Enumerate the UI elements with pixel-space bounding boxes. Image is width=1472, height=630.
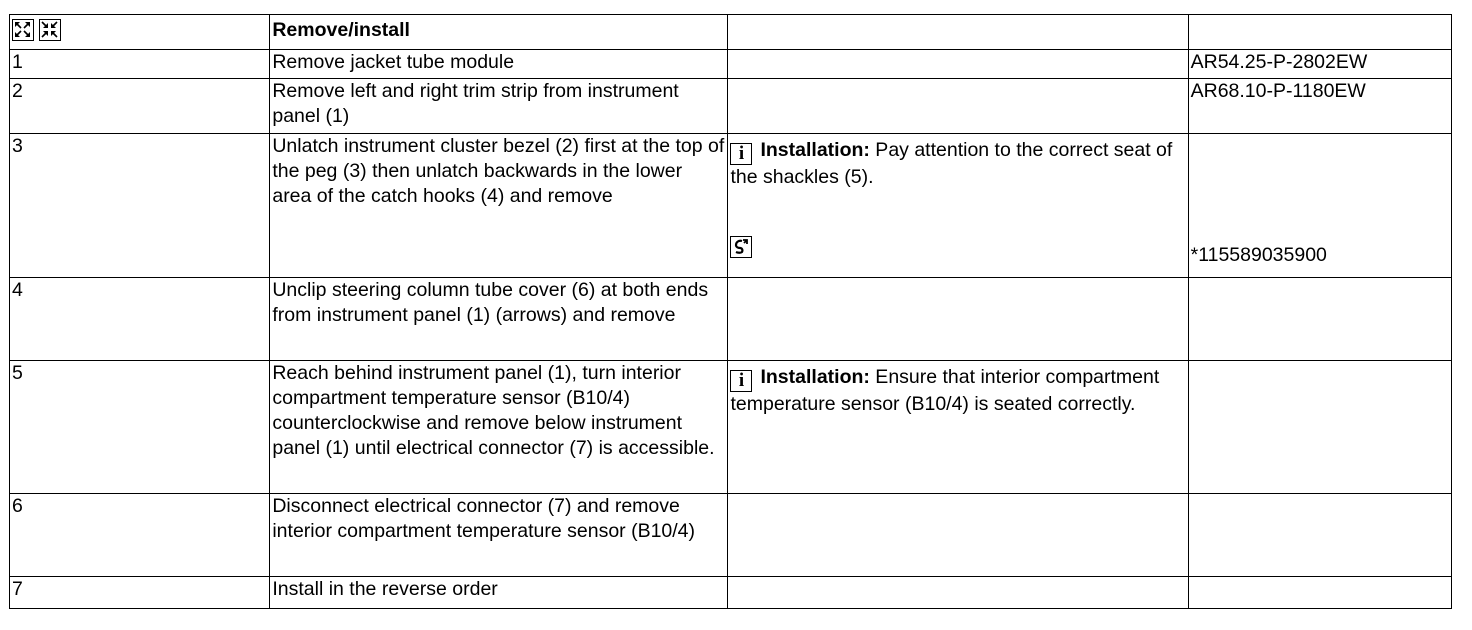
table-row — [10, 278, 1452, 361]
step-action: Remove left and right trim strip from instrument panel (1) — [270, 79, 728, 134]
installation-note: Ensure that interior compartment temperature sensor (B10/4) is seated correctly. — [730, 366, 1160, 415]
step-ref — [1188, 361, 1451, 494]
step-action: Remove jacket tube module — [270, 50, 728, 79]
step-note — [728, 361, 1188, 494]
step-number: 1 — [10, 50, 270, 79]
info-icon: i — [730, 370, 752, 392]
step-note — [728, 577, 1188, 609]
header-title-cell — [270, 15, 728, 50]
table-row — [10, 134, 1452, 278]
table-row — [10, 79, 1452, 134]
step-action: Reach behind instrument panel (1), turn interior compartment temperature sensor (B10/4) counterclockwise and remove below instrument panel (1) until electrical connector (7) is accessible. — [270, 361, 728, 494]
expand-arrows-icon[interactable] — [12, 19, 34, 41]
table-title: Remove/install — [272, 19, 410, 41]
installation-label: Installation: — [760, 366, 870, 388]
step-number: 2 — [10, 79, 270, 134]
step-number: 6 — [10, 494, 270, 577]
installation-label: Installation: — [760, 139, 870, 161]
header-icons-cell — [10, 15, 270, 50]
remove-install-table — [9, 14, 1452, 609]
reference-link[interactable]: AR68.10-P-1180EW — [1188, 79, 1451, 134]
tool-number[interactable]: *115589035900 — [1190, 244, 1327, 266]
step-ref — [1188, 494, 1451, 577]
step-number: 4 — [10, 278, 270, 361]
reference-link[interactable]: AR54.25-P-2802EW — [1188, 50, 1451, 79]
step-ref — [1188, 278, 1451, 361]
step-note — [728, 278, 1188, 361]
step-note — [728, 50, 1188, 79]
header-ref-cell — [1188, 15, 1451, 50]
installation-note: Pay attention to the correct seat of the shackles (5). — [730, 139, 1173, 188]
table-row — [10, 577, 1452, 609]
step-action: Install in the reverse order — [270, 577, 728, 609]
info-icon: i — [730, 143, 752, 165]
special-tool-icon[interactable] — [730, 236, 752, 258]
table-row — [10, 494, 1452, 577]
table-row — [10, 50, 1452, 79]
step-ref — [1188, 577, 1451, 609]
step-action: Unclip steering column tube cover (6) at both ends from instrument panel (1) (arrows) and remove — [270, 278, 728, 361]
step-action: Disconnect electrical connector (7) and remove interior compartment temperature sensor (B10/4) — [270, 494, 728, 577]
header-note-cell — [728, 15, 1188, 50]
step-number: 7 — [10, 577, 270, 609]
table-header-row — [10, 15, 1452, 50]
step-note — [728, 79, 1188, 134]
step-number: 3 — [10, 134, 270, 278]
step-note — [728, 494, 1188, 577]
step-ref-cell — [1188, 134, 1451, 278]
step-number: 5 — [10, 361, 270, 494]
table-row — [10, 361, 1452, 494]
collapse-arrows-icon[interactable] — [39, 19, 61, 41]
step-note — [728, 134, 1188, 278]
step-action: Unlatch instrument cluster bezel (2) first at the top of the peg (3) then unlatch backwards in the lower area of the catch hooks (4) and remove — [270, 134, 728, 278]
